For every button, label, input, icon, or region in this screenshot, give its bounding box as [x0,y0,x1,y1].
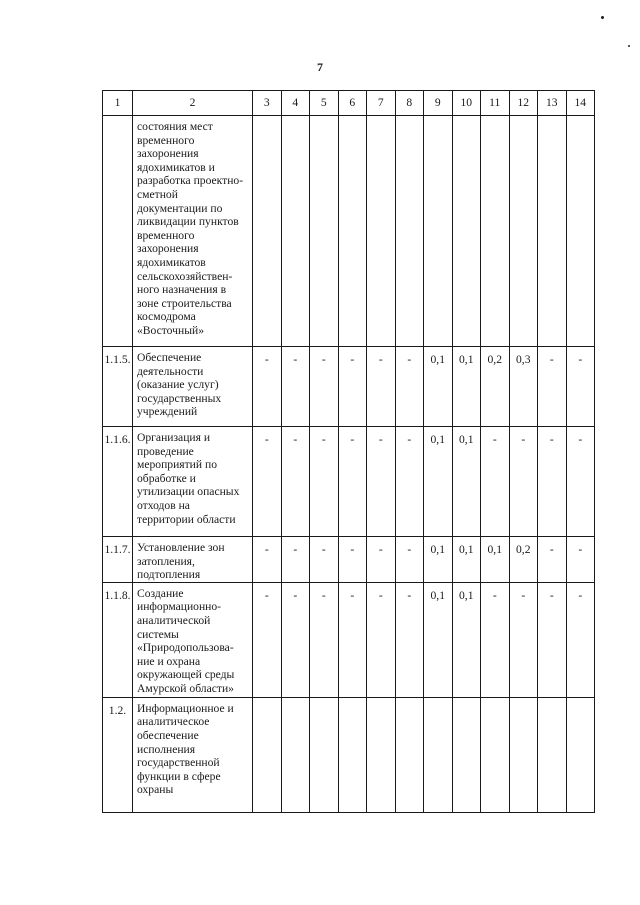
value-cell: - [367,347,396,427]
value-cell: - [281,347,310,427]
row-name: Информационное и аналитическое обеспечение исполнения государственной функции в сфере охраны [133,697,253,812]
value-cell: 0,1 [452,347,481,427]
row-number [103,116,133,347]
value-cell: - [367,537,396,583]
value-cell [253,116,282,347]
value-cell [424,116,453,347]
table-row [103,582,595,697]
value-cell: - [538,582,567,697]
value-cell [566,116,595,347]
value-cell: - [338,582,367,697]
column-header: 11 [481,91,510,116]
row-name: Создание информационно-аналитической системы «Природопользова-ние и охрана окружающей среды Амурской области» [133,582,253,697]
row-name: Организация и проведение мероприятий по обработке и утилизации опасных отходов на территории области [133,427,253,537]
value-cell: - [481,427,510,537]
value-cell: - [395,347,424,427]
row-name: Установление зон затопления, подтопления [133,537,253,583]
value-cell: - [310,427,339,537]
value-cell [310,697,339,812]
value-cell [481,697,510,812]
row-number: 1.1.7. [103,537,133,583]
value-cell [281,116,310,347]
row-number: 1.1.6. [103,427,133,537]
value-cell: 0,1 [452,427,481,537]
table-row [103,427,595,537]
value-cell [481,116,510,347]
table-row [103,537,595,583]
value-cell: 0,1 [424,427,453,537]
column-header: 3 [253,91,282,116]
value-cell: - [509,582,538,697]
column-header: 6 [338,91,367,116]
row-name: Обеспечение деятельности (оказание услуг) государственных учреждений [133,347,253,427]
value-cell: - [566,537,595,583]
scan-speck [628,45,630,47]
value-cell: 0,1 [424,347,453,427]
value-cell: - [367,582,396,697]
value-cell: - [538,427,567,537]
value-cell: 0,1 [424,537,453,583]
row-number: 1.2. [103,697,133,812]
value-cell [424,697,453,812]
value-cell [452,697,481,812]
value-cell: - [281,427,310,537]
value-cell: - [395,537,424,583]
value-cell [452,116,481,347]
value-cell [367,116,396,347]
value-cell: - [338,427,367,537]
value-cell [538,116,567,347]
column-header: 2 [133,91,253,116]
value-cell: 0,1 [452,582,481,697]
value-cell: - [281,537,310,583]
value-cell: - [253,582,282,697]
column-header: 7 [367,91,396,116]
value-cell [395,116,424,347]
value-cell: - [338,347,367,427]
value-cell [566,697,595,812]
table-row [103,347,595,427]
value-cell: - [281,582,310,697]
scan-speck [601,16,604,19]
table-row [103,116,595,347]
value-cell [253,697,282,812]
row-name: состояния мест временного захоронения ядохимикатов и разработка проектно-сметной документации по ликвидации пунктов временного захоронения ядохимикатов сельскохозяйствен-ного назначения в зоне строительства космодрома «Восточный» [133,116,253,347]
value-cell: - [509,427,538,537]
value-cell: - [253,347,282,427]
value-cell: - [310,347,339,427]
column-header: 4 [281,91,310,116]
value-cell: - [367,427,396,537]
value-cell [338,116,367,347]
column-header: 8 [395,91,424,116]
value-cell [338,697,367,812]
value-cell [509,697,538,812]
column-header: 9 [424,91,453,116]
value-cell: - [395,582,424,697]
value-cell: 0,1 [481,537,510,583]
value-cell: - [538,537,567,583]
value-cell: 0,3 [509,347,538,427]
value-cell: - [253,537,282,583]
value-cell: - [538,347,567,427]
value-cell: - [481,582,510,697]
value-cell: - [566,427,595,537]
value-cell: 0,2 [481,347,510,427]
column-header: 14 [566,91,595,116]
data-table [102,90,595,813]
row-number: 1.1.8. [103,582,133,697]
column-header: 1 [103,91,133,116]
value-cell [310,116,339,347]
header-row [103,91,595,116]
value-cell [509,116,538,347]
value-cell: - [310,537,339,583]
value-cell [367,697,396,812]
value-cell: - [566,347,595,427]
column-header: 13 [538,91,567,116]
value-cell: - [310,582,339,697]
column-header: 5 [310,91,339,116]
column-header: 10 [452,91,481,116]
value-cell: 0,2 [509,537,538,583]
value-cell: - [566,582,595,697]
value-cell: - [338,537,367,583]
row-number: 1.1.5. [103,347,133,427]
value-cell: 0,1 [424,582,453,697]
value-cell: - [253,427,282,537]
page-number: 7 [317,60,323,74]
value-cell [395,697,424,812]
column-header: 12 [509,91,538,116]
value-cell [538,697,567,812]
value-cell: - [395,427,424,537]
value-cell: 0,1 [452,537,481,583]
value-cell [281,697,310,812]
table-row [103,697,595,812]
